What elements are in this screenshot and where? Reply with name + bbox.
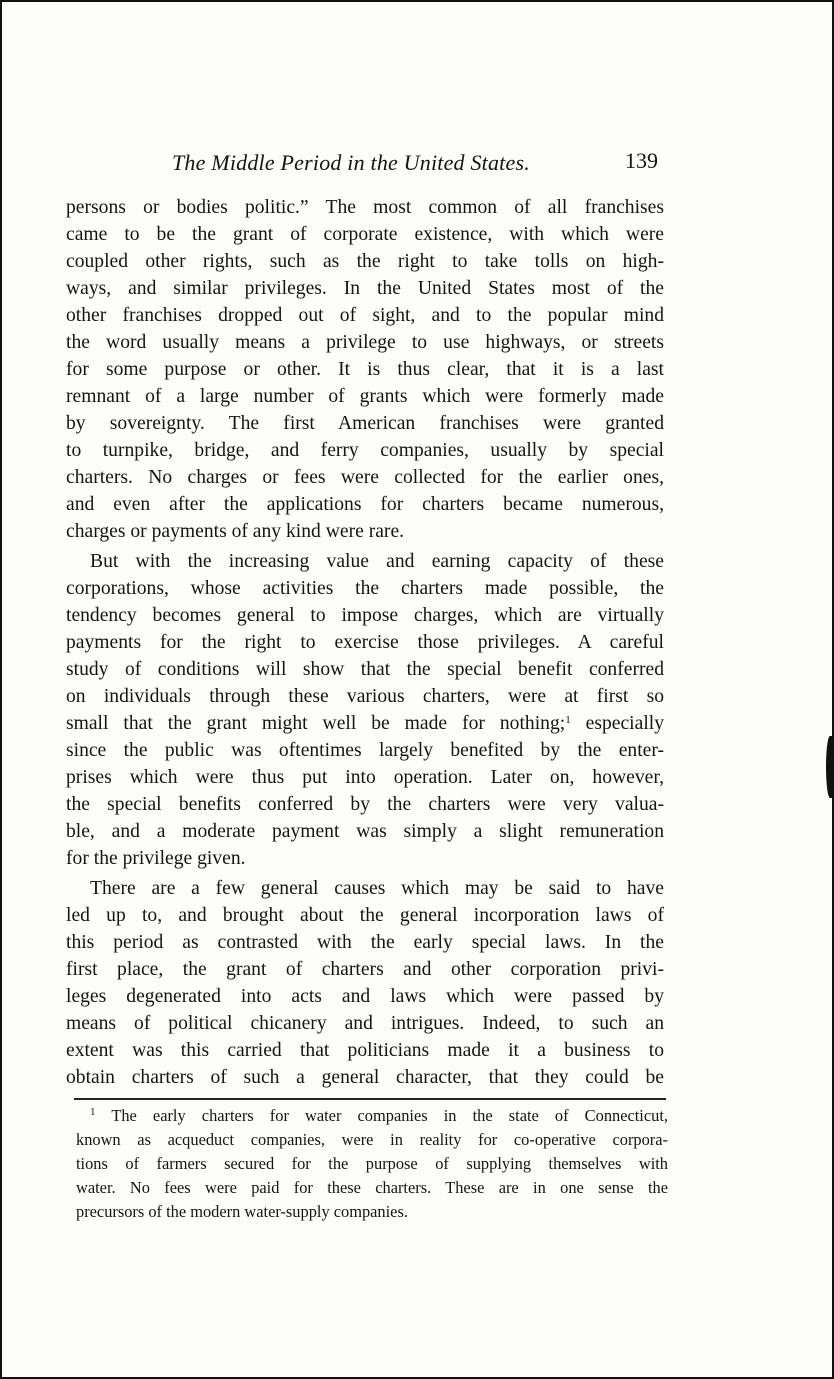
footnote-marker: 1: [90, 1106, 96, 1118]
text-line: the special benefits conferred by the charters were very valua-: [66, 794, 664, 815]
page-header: [66, 146, 662, 180]
page-number: 139: [625, 148, 658, 173]
scan-border-top: [0, 0, 834, 2]
footnote-line: known as acqueduct companies, were in reality for co-operative corpora-: [76, 1130, 668, 1149]
footnote-line-text: The early charters for water companies in the state of Connecticut,: [95, 1106, 668, 1125]
paragraph-3: [66, 875, 664, 1091]
text-line: for the privilege given.: [66, 848, 246, 869]
text-line: and even after the applications for charters became numerous,: [66, 494, 664, 515]
text-line: came to be the grant of corporate existence, with which were: [66, 224, 664, 245]
text-line: There are a few general causes which may be said to have: [90, 878, 664, 899]
footnote-divider: [74, 1098, 666, 1100]
text-line: other franchises dropped out of sight, and to the popular mind: [66, 305, 664, 326]
footnotes: [76, 1104, 668, 1224]
text-line: coupled other rights, such as the right to take tolls on high-: [66, 251, 664, 272]
text-line: led up to, and brought about the general incorporation laws of: [66, 905, 664, 926]
text-line: this period as contrasted with the early special laws. In the: [66, 932, 664, 953]
text-line: corporations, whose activities the charters made possible, the: [66, 578, 664, 599]
text-line: on individuals through these various charters, were at first so: [66, 686, 664, 707]
text-line-segment: small that the grant might well be made for nothing;: [66, 713, 566, 734]
text-line: first place, the grant of charters and other corporation privi-: [66, 959, 664, 980]
text-line: persons or bodies politic.” The most common of all franchises: [66, 197, 664, 218]
text-line: ways, and similar privileges. In the United States most of the: [66, 278, 664, 299]
text-line-segment: especially: [570, 713, 664, 734]
text-line: remnant of a large number of grants which were formerly made: [66, 386, 664, 407]
text-line-with-footnote-ref: [66, 710, 664, 737]
footnote-line: precursors of the modern water-supply companies.: [76, 1202, 408, 1221]
text-line: charges or payments of any kind were rare.: [66, 521, 405, 542]
text-line: But with the increasing value and earning capacity of these: [90, 551, 664, 572]
text-line: to turnpike, bridge, and ferry companies, usually by special: [66, 440, 664, 461]
footnote-line: tions of farmers secured for the purpose of supplying themselves with: [76, 1154, 668, 1173]
footnote-reference: 1: [565, 714, 571, 726]
body-text: [66, 194, 664, 1091]
text-line: obtain charters of such a general character, that they could be: [66, 1067, 664, 1088]
footnote-line: [76, 1104, 668, 1128]
footnote-line: water. No fees were paid for these charters. These are in one sense the: [76, 1178, 668, 1197]
text-line: since the public was oftentimes largely benefited by the enter-: [66, 740, 664, 761]
text-line: charters. No charges or fees were collected for the earlier ones,: [66, 467, 664, 488]
text-line: extent was this carried that politicians made it a business to: [66, 1040, 664, 1061]
text-line: prises which were thus put into operation. Later on, however,: [66, 767, 664, 788]
text-line: leges degenerated into acts and laws which were passed by: [66, 986, 664, 1007]
text-line: payments for the right to exercise those privileges. A careful: [66, 632, 664, 653]
paragraph-1: [66, 194, 664, 545]
text-line: the word usually means a privilege to use highways, or streets: [66, 332, 664, 353]
paragraph-2: [66, 548, 664, 872]
page-edge-mark: [826, 736, 834, 798]
text-line: by sovereignty. The first American franchises were granted: [66, 413, 664, 434]
text-line: tendency becomes general to impose charges, which are virtually: [66, 605, 664, 626]
scan-border-left: [0, 0, 2, 1379]
text-line: for some purpose or other. It is thus clear, that it is a last: [66, 359, 664, 380]
text-line: means of political chicanery and intrigues. Indeed, to such an: [66, 1013, 664, 1034]
text-line: ble, and a moderate payment was simply a slight remuneration: [66, 821, 664, 842]
running-title: The Middle Period in the United States.: [172, 150, 530, 175]
text-line: study of conditions will show that the special benefit conferred: [66, 659, 664, 680]
